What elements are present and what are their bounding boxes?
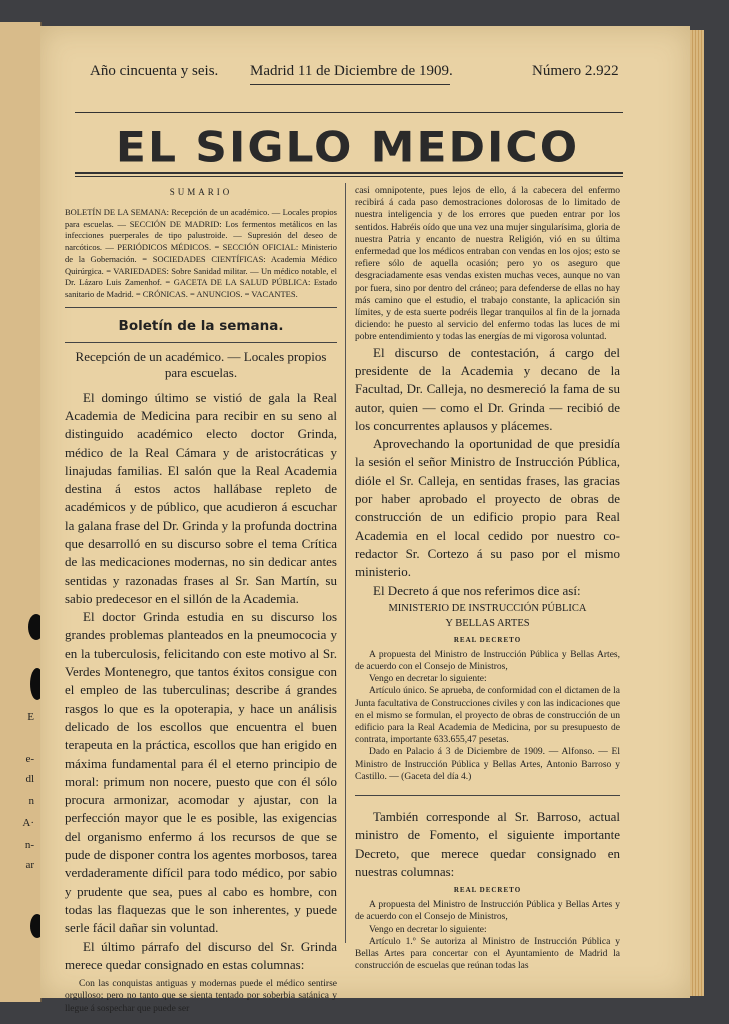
decree-paragraph: A propuesta del Ministro de Instrucción Pública y Bellas Artes y de acuerdo con el Consejo de Ministros, [355, 900, 620, 923]
left-column [65, 185, 337, 1015]
decree-paragraph: Artículo 1.º Se autoriza al Ministro de Instrucción Pública y Bellas Artes para concertar con el Ayuntamiento de Madrid la construcción de escuelas que reúnan todas las [355, 936, 620, 972]
date-underline [250, 84, 450, 85]
ministry-heading: MINISTERIO DE INSTRUCCIÓN PÚBLICA [388, 602, 587, 614]
header-rule [75, 112, 623, 113]
issue-date: Madrid 11 de Diciembre de 1909. [250, 63, 453, 79]
left-page-fragment: A· [22, 817, 34, 829]
left-page-edge [0, 22, 42, 1002]
sumario-heading: SUMARIO [169, 187, 233, 197]
right-column [355, 185, 620, 972]
decree-paragraph: Artículo único. Se aprueba, de conformidad con el dictamen de la Junta facultativa de Construcciones civiles y con las indicaciones que en el mismo se formulan, el proyecto de obras de construcción de un edificio para la Real Academia de Medicina, por su presupuesto de contrata, importante 633.655,47 pesetas. [355, 686, 620, 746]
paragraph: El Decreto á que nos referimos dice así: [373, 582, 581, 598]
section-rule [355, 795, 620, 796]
left-page-fragment: e- [25, 753, 34, 765]
section-heading: Boletín de la semana. [118, 317, 284, 334]
paragraph: El doctor Grinda estudia en su discurso los grandes problemas planteados en la pneumococia y en la tuberculosis, felicitando con este motivo al Sr. Verdes Montenegro, que tantos éxitos consigue con el empleo de las tuberculinas; describe á grandes rasgos lo que es la opoterapia, y hace un análisis delicado de los escollos que encuentra el buen terapeuta en la práctica, escollos que han erigido en máxima fundamental para él el eterno principio de moral: primum non nocere, puesto que con él sólo procura armonizar, acomodar y ajustar, con la perfección mayor que le es posible, las exigencias del organismo enfermo á los recursos de que se pude de disponer contra los agentes morbosos, tarea verdaderamente difícil para todo médico, por sabio y prudente que sea, pues al cabo es hombre, con todas las flaquezas que le son inherentes, y puede serle fácil dañar sin voluntad. [65, 609, 337, 936]
left-page-fragment: dl [25, 773, 34, 785]
paragraph: También corresponde al Sr. Barroso, actual ministro de Fomento, el siguiente importante Decreto, que merece quedar consignado en nuestras columnas: [355, 809, 620, 879]
decree-label: REAL DECRETO [453, 635, 522, 644]
volume-year: Año cincuenta y seis. [90, 63, 219, 79]
masthead-rule-thin [75, 176, 623, 177]
page-edge-stack [690, 30, 704, 996]
issue-number: Número 2.922 [532, 63, 619, 79]
decree-paragraph: A propuesta del Ministro de Instrucción Pública y Bellas Artes, de acuerdo con el Consejo de Ministros, [355, 649, 620, 672]
ministry-heading: Y BELLAS ARTES [445, 618, 530, 630]
quote-paragraph: Con las conquistas antiguas y modernas puede el médico sentirse orgulloso; pero no tanto que se sienta tentado por soberbia satánica y llegue á sospechar que puede ser [65, 979, 337, 1014]
paragraph: El domingo último se vistió de gala la Real Academia de Medicina para recibir en su seno al distinguido académico electo doctor Grinda, médico de la Real Cámara y de aristocráticas y linajudas familias. El salón que la Real Academia destina á estos actos hallábase repleto de académicos y de público, que acudieron á escuchar la galana frase del Dr. Grinda y la profunda doctrina que desarrolló en su discurso sobre el tema Crítica de las medicaciones modernas, no sin dedicar antes sentidas y razonadas frases al Sr. San Martín, su sabio predecesor en el sillón de la Academia. [65, 389, 337, 606]
left-page-fragment: E [27, 711, 34, 723]
article-subheading: Recepción de un académico. — Locales propios para escuelas. [75, 348, 327, 380]
section-rule [65, 342, 337, 343]
decree-paragraph: Vengo en decretar lo siguiente: [369, 924, 487, 935]
section-rule [65, 307, 337, 308]
masthead-title: EL SIGLO MEDICO [115, 123, 580, 172]
left-page-fragment: n- [24, 839, 34, 851]
sumario-text: BOLETÍN DE LA SEMANA: Recepción de un académico. — Locales propios para escuelas. — SECCIÓN DE MADRID: Los fermentos metálicos en las infecciones puerperales de tipo palustroide. — Supresión del deseo de narcóticos. — PERIÓDICOS MÉDICOS. = SECCIÓN OFICIAL: Ministerio de la Gobernación. = SOCIEDADES CIENTÍFICAS: Academia Médico Quirúrgica. = VARIEDADES: Sobre Sanidad militar. — Un médico notable, el Dr. Lázaro Luis Zamenhof. = GACETA DE LA SALUD PÚBLICA: Estado sanitario de Madrid. = CRÓNICAS. = ANUNCIOS. = VACANTES. [65, 207, 337, 299]
decree-paragraph: Vengo en decretar lo siguiente: [369, 674, 487, 685]
quote-paragraph: casi omnipotente, pues lejos de ello, á la cabecera del enfermo recibirá á cada paso demostraciones dolorosas de lo limitado de nuestra inteligencia y de los errores que pueden entrar por los sentidos. Habréis oído que una vez una mujer singularísima, gloria de nuestra Patria y encanto de nuestra Religión, vió en su última enfermedad que los médicos entraban con vendas en los ojos; esto se refiere sólo de aquella ocasión; pero yo os aseguro que desgraciadamente esas vendas existen muchas veces, aunque no van por fuera, sino por dentro del cráneo; para defenderse de ellas no hay más camino que el estudio, el trabajo constante, la aplicación sin límites, y de esta suerte podréis llegar tranquilos al fin de la jornada diciendo: he puesto al servicio del enfermo todas las luces de mi pobre entendimiento y todas las energías de mi vigorosa voluntad. [355, 186, 620, 343]
left-page-fragment: ar [25, 859, 34, 871]
decree-paragraph: Dado en Palacio á 3 de Diciembre de 1909. — Alfonso. — El Ministro de Instrucción Pública y Bellas Artes, Antonio Barroso y Castillo. — (Gaceta del día 4.) [355, 747, 620, 782]
paragraph: El discurso de contestación, á cargo del presidente de la Academia y decano de la Facultad, Dr. Calleja, no desmereció la fama de su autor, quien — como el Dr. Grinda — recibió de los concurrentes aplausos y plácemes. [355, 344, 620, 433]
paragraph: Aprovechando la oportunidad de que presidía la sesión el señor Ministro de Instrucción Pública, dióle el Sr. Calleja, en sentidas frases, las gracias por haber aprobado el proyecto de obras de construcción de un edificio propio para Real Academia en el local cedido por nuestro co-redactor Sr. Cortezo á su paso por el mismo ministerio. [355, 436, 620, 580]
paragraph: El último párrafo del discurso del Sr. Grinda merece quedar consignado en estas columnas: [65, 938, 337, 972]
masthead-rule [75, 172, 623, 174]
decree-label: REAL DECRETO [453, 886, 522, 895]
left-page-fragment: n [28, 795, 34, 807]
column-separator [345, 183, 346, 943]
